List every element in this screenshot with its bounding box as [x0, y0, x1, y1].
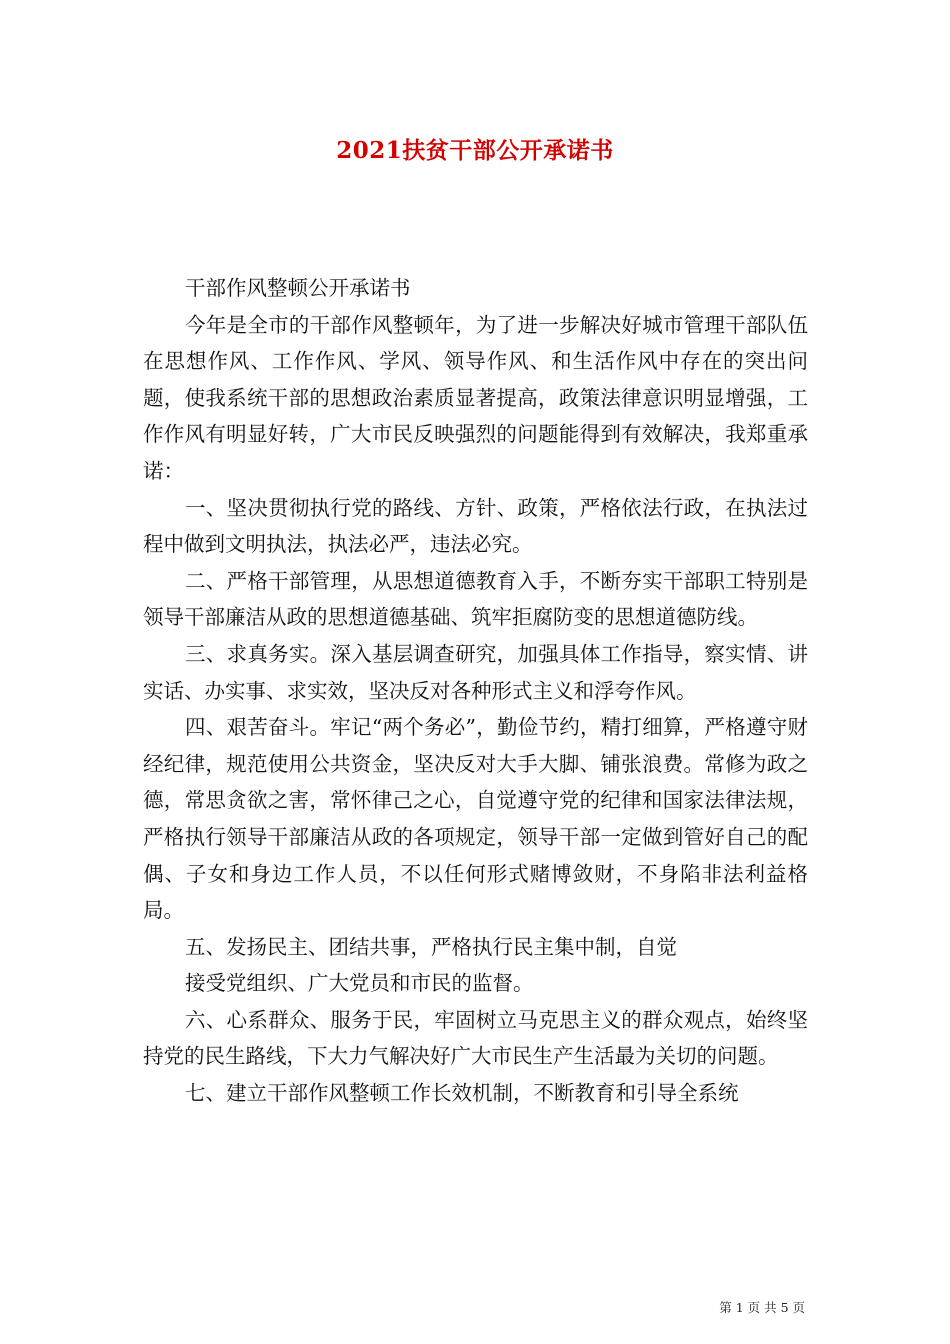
- document-body: [143, 270, 808, 1112]
- paragraph-item-5-continued: 接受党组织、广大党员和市民的监督。: [185, 971, 534, 996]
- paragraph-subtitle: 干部作风整顿公开承诺书: [185, 276, 411, 300]
- paragraph-item-3: 三、求真务实。深入基层调查研究，加强具体工作指导，察实情、讲实话、办实事、求实效，坚决反对各种形式主义和浮夸作风。: [143, 641, 808, 703]
- document-title: 2021扶贫干部公开承诺书: [336, 137, 614, 164]
- page-number-footer: 第 1 页 共 5 页: [719, 1300, 805, 1315]
- paragraph-item-1: 一、坚决贯彻执行党的路线、方针、政策，严格依法行政，在执法过程中做到文明执法，执法必严，违法必究。: [143, 495, 808, 557]
- paragraph-item-4: 四、艰苦奋斗。牢记“两个务必”，勤俭节约，精打细算，严格遵守财经纪律，规范使用公共资金，坚决反对大手大脚、铺张浪费。常修为政之德，常思贪欲之害，常怀律己之心，自觉遵守党的纪律和国家法律法规，严格执行领导干部廉洁从政的各项规定，领导干部一定做到管好自己的配偶、子女和身边工作人员，不以任何形式赌博敛财，不身陷非法利益格局。: [143, 715, 808, 923]
- paragraph-item-5: 五、发扬民主、团结共事，严格执行民主集中制，自觉: [185, 934, 677, 959]
- paragraph-intro: 今年是全市的干部作风整顿年，为了进一步解决好城市管理干部队伍在思想作风、工作作风、学风、领导作风、和生活作风中存在的突出问题，使我系统干部的思想政治素质显著提高，政策法律意识明显增强，工作作风有明显好转，广大市民反映强烈的问题能得到有效解决，我郑重承诺：: [143, 312, 808, 483]
- paragraph-item-2: 二、严格干部管理，从思想道德教育入手，不断夯实干部职工特别是领导干部廉洁从政的思想道德基础、筑牢拒腐防变的思想道德防线。: [143, 568, 808, 630]
- paragraph-item-6: 六、心系群众、服务于民，牢固树立马克思主义的群众观点，始终坚持党的民生路线，下大力气解决好广大市民生产生活最为关切的问题。: [143, 1007, 808, 1069]
- paragraph-item-7: 七、建立干部作风整顿工作长效机制，不断教育和引导全系统: [185, 1081, 739, 1106]
